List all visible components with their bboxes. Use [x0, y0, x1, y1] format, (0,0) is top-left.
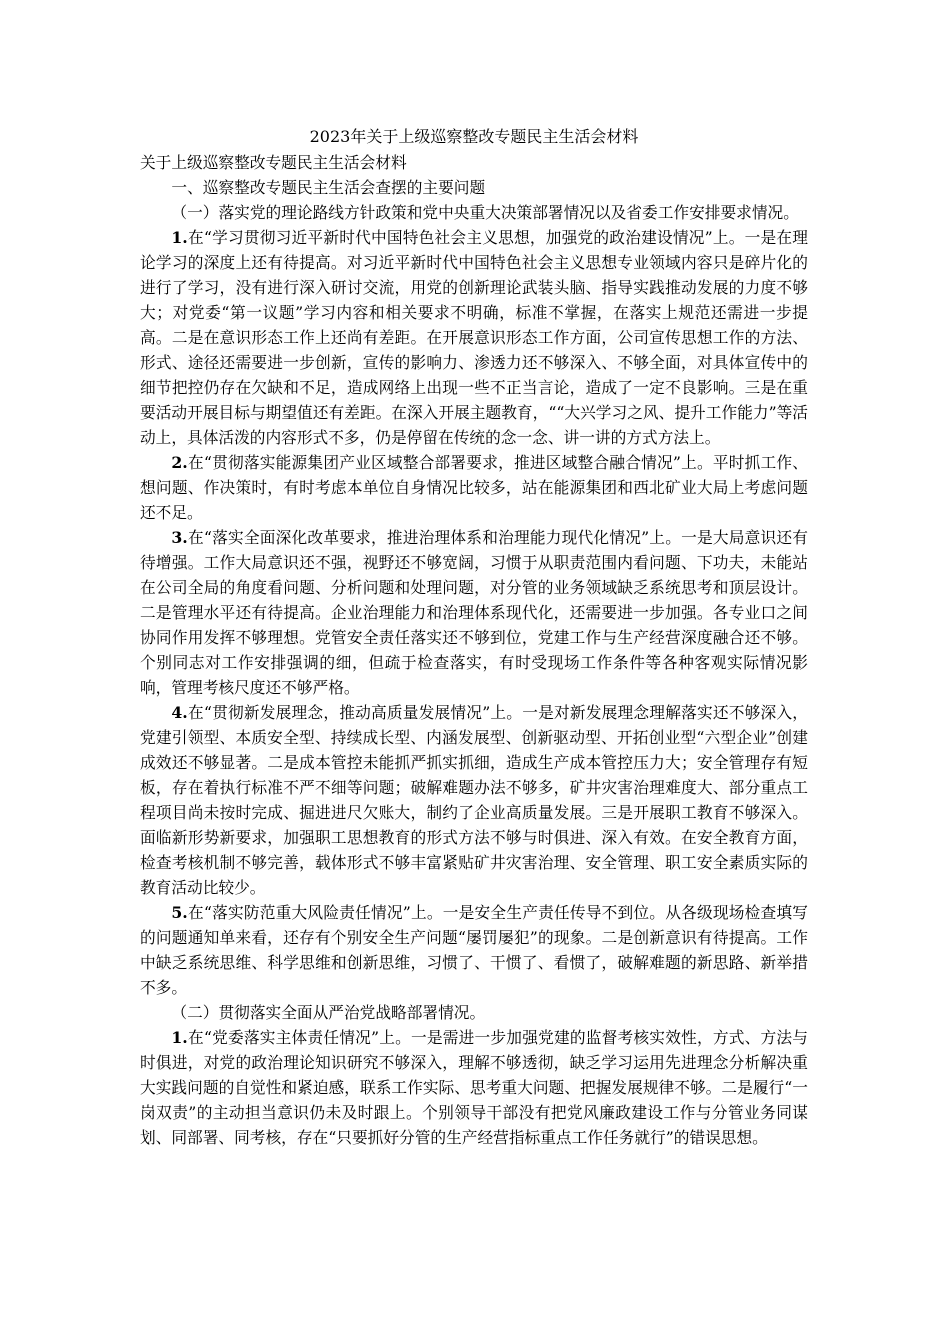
paragraph-number: 5.: [171, 903, 188, 922]
document-page: [140, 124, 808, 1150]
paragraph-4: [140, 700, 808, 900]
paragraph-number: 3.: [171, 528, 188, 547]
document-title: 2023年关于上级巡察整改专题民主生活会材料: [309, 127, 639, 146]
subsection-heading-2: （二）贯彻落实全面从严治党战略部署情况。: [171, 1003, 486, 1022]
paragraph-text: 在“贯彻新发展理念，推动高质量发展情况”上。一是对新发展理念理解落实还不够深入，党建引领型、本质安全型、持续成长型、内涵发展型、创新驱动型、开拓创业型“六型企业”创建成效还不够显著。二是成本管控未能抓严抓实抓细，造成生产成本管控压力大；安全管理存有短板，存在着执行标准不严不细等问题；破解难题办法不够多，矿井灾害治理难度大、部分重点工程项目尚未按时完成、掘进进尺欠账大，制约了企业高质量发展。三是开展职工教育不够深入。面临新形势新要求，加强职工思想教育的形式方法不够与时俱进、深入有效。在安全教育方面，检查考核机制不够完善，载体形式不够丰富紧贴矿井灾害治理、安全管理、职工安全素质实际的教育活动比较少。: [140, 703, 808, 897]
paragraph-text: 在“落实全面深化改革要求，推进治理体系和治理能力现代化情况”上。一是大局意识还有待增强。工作大局意识还不强，视野还不够宽阔，习惯于从职责范围内看问题、下功夫，未能站在公司全局的角度看问题、分析问题和处理问题，对分管的业务领域缺乏系统思考和顶层设计。二是管理水平还有待提高。企业治理能力和治理体系现代化，还需要进一步加强。各专业口之间协同作用发挥不够理想。党管安全责任落实还不够到位，党建工作与生产经营深度融合还不够。个别同志对工作安排强调的细，但疏于检查落实，有时受现场工作条件等各种客观实际情况影响，管理考核尺度还不够严格。: [140, 528, 808, 697]
section-heading-1: 一、巡察整改专题民主生活会查摆的主要问题: [171, 178, 486, 197]
document-subtitle: 关于上级巡察整改专题民主生活会材料: [140, 153, 407, 172]
paragraph-6: [140, 1025, 808, 1150]
paragraph-text: 在“贯彻落实能源集团产业区域整合部署要求，推进区域整合融合情况”上。平时抓工作、想问题、作决策时，有时考虑本单位自身情况比较多，站在能源集团和西北矿业大局上考虑问题还不足。: [140, 453, 808, 522]
paragraph-number: 1.: [171, 228, 188, 247]
subsection-heading-1: （一）落实党的理论路线方针政策和党中央重大决策部署情况以及省委工作安排要求情况。: [171, 203, 799, 222]
paragraph-number: 2.: [171, 453, 188, 472]
paragraph-3: [140, 525, 808, 700]
paragraph-1: [140, 225, 808, 450]
paragraph-text: 在“落实防范重大风险责任情况”上。一是安全生产责任传导不到位。从各级现场检查填写的问题通知单来看，还存有个别安全生产问题“屡罚屡犯”的现象。二是创新意识有待提高。工作中缺乏系统思维、科学思维和创新思维，习惯了、干惯了、看惯了，破解难题的新思路、新举措不多。: [140, 903, 808, 997]
paragraph-2: [140, 450, 808, 525]
paragraph-text: 在“党委落实主体责任情况”上。一是需进一步加强党建的监督考核实效性，方式、方法与时俱进，对党的政治理论知识研究不够深入，理解不够透彻，缺乏学习运用先进理念分析解决重大实践问题的自觉性和紧迫感，联系工作实际、思考重大问题、把握发展规律不够。二是履行“一岗双责”的主动担当意识仍未及时跟上。个别领导干部没有把党风廉政建设工作与分管业务同谋划、同部署、同考核，存在“只要抓好分管的生产经营指标重点工作任务就行”的错误思想。: [140, 1028, 808, 1147]
paragraph-number: 4.: [171, 703, 188, 722]
paragraph-text: 在“学习贯彻习近平新时代中国特色社会主义思想，加强党的政治建设情况”上。一是在理论学习的深度上还有待提高。对习近平新时代中国特色社会主义思想专业领域内容只是碎片化的进行了学习，没有进行深入研讨交流，用党的创新理论武装头脑、指导实践推动发展的力度不够大；对党委“第一议题”学习内容和相关要求不明确，标准不掌握，在落实上规范还需进一步提高。二是在意识形态工作上还尚有差距。在开展意识形态工作方面，公司宣传思想工作的方法、形式、途径还需要进一步创新，宣传的影响力、渗透力还不够深入、不够全面，对具体宣传中的细节把控仍存在欠缺和不足，造成网络上出现一些不正当言论，造成了一定不良影响。三是在重要活动开展目标与期望值还有差距。在深入开展主题教育，““大兴学习之风、提升工作能力”等活动上，具体活泼的内容形式不多，仍是停留在传统的念一念、讲一讲的方式方法上。: [140, 228, 808, 447]
paragraph-number: 1.: [171, 1028, 188, 1047]
paragraph-5: [140, 900, 808, 1000]
